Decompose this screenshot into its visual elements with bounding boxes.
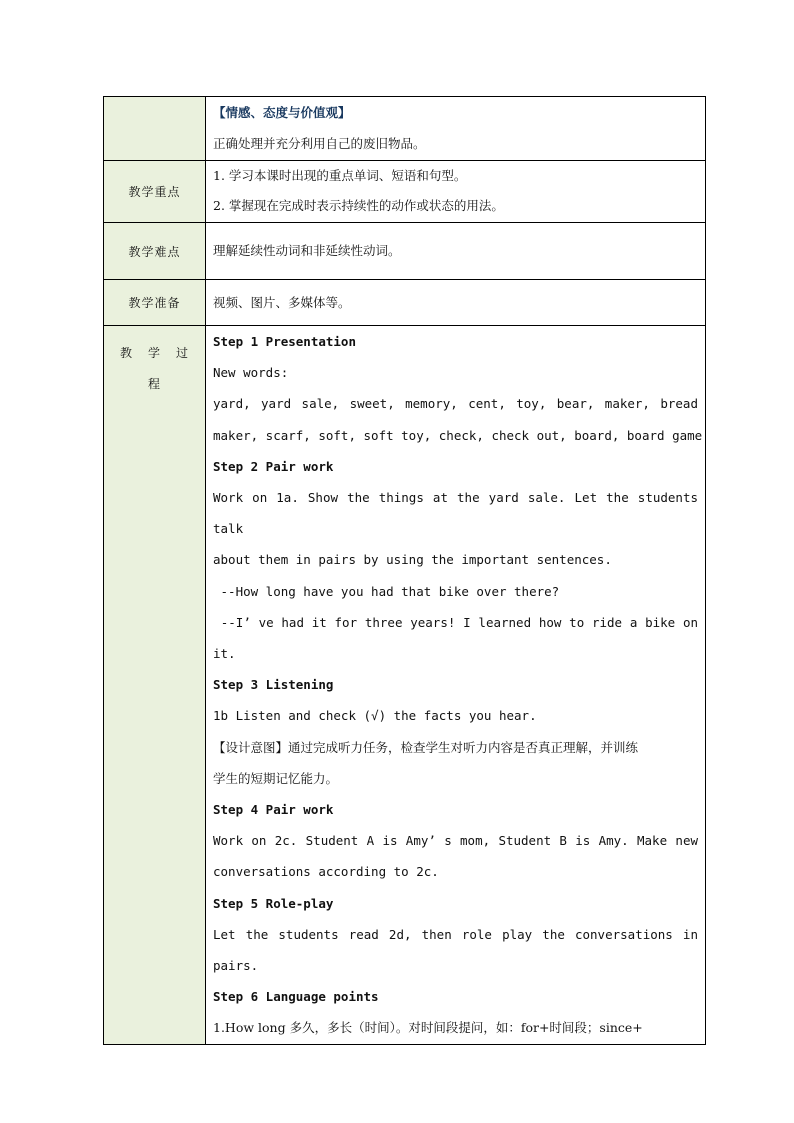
row-process — [104, 326, 706, 1045]
affect-text: 正确处理并充分利用自己的废旧物品。 — [213, 136, 426, 151]
label-difficulties: 教学难点 — [104, 223, 206, 280]
label-process — [104, 326, 206, 1045]
design-intent-2: 学生的短期记忆能力。 — [213, 770, 339, 786]
step5-text-1: Let the students read 2d, then role play the conversations in — [213, 926, 698, 942]
difficulties-text: 理解延续性动词和非延续性动词。 — [213, 243, 401, 259]
step3-title: Step 3 Listening — [213, 677, 334, 693]
step2-text-1: Work on 1a. Show the things at the yard sale. Let the students talk — [213, 490, 698, 537]
row-key-points — [104, 161, 706, 223]
content-affect — [206, 97, 706, 161]
step4-title: Step 4 Pair work — [213, 802, 334, 818]
dialog-answer-1: --I’ ve had it for three years! I learned how to ride a bike on — [213, 614, 698, 630]
step2-text-2: about them in pairs by using the important sentences. — [213, 552, 612, 568]
content-preparation — [206, 280, 706, 326]
process-label-char: 教 — [120, 346, 134, 360]
label-affect — [104, 97, 206, 161]
process-label-line2: 程 — [147, 377, 161, 391]
content-key-points — [206, 161, 706, 223]
preparation-text: 视频、图片、多媒体等。 — [213, 294, 351, 310]
key-point-2: 2. 掌握现在完成时表示持续性的动作或状态的用法。 — [213, 198, 504, 213]
process-label-char: 学 — [147, 346, 161, 360]
row-affect — [104, 97, 706, 161]
row-difficulties — [104, 223, 706, 280]
step5-text-2: pairs. — [213, 958, 259, 974]
words-line-2: maker, scarf, soft, soft toy, check, check out, board, board game — [213, 427, 703, 443]
step3-text: 1b Listen and check (√) the facts you hear. — [213, 708, 537, 724]
key-point-1: 1. 学习本课时出现的重点单词、短语和句型。 — [213, 168, 467, 183]
step5-title: Step 5 Role-play — [213, 895, 334, 911]
language-point-1: 1.How long 多久，多长（时间）。对时间段提问，如：for+时间段；since+ — [213, 1020, 643, 1036]
dialog-question: --How long have you had that bike over there? — [213, 583, 560, 599]
lesson-plan-table — [103, 96, 706, 1045]
label-key-points: 教学重点 — [104, 161, 206, 223]
row-preparation — [104, 280, 706, 326]
new-words-label: New words: — [213, 365, 289, 381]
step2-title: Step 2 Pair work — [213, 458, 334, 474]
step1-title: Step 1 Presentation — [213, 334, 356, 349]
dialog-answer-2: it. — [213, 646, 236, 662]
words-line-1: yard, yard sale, sweet, memory, cent, toy, bear, maker, bread — [213, 396, 698, 412]
step4-text-2: conversations according to 2c. — [213, 864, 439, 880]
step4-text-1: Work on 2c. Student A is Amy’ s mom, Student B is Amy. Make new — [213, 833, 698, 849]
content-difficulties — [206, 223, 706, 280]
process-label-line1 — [104, 338, 205, 369]
label-preparation: 教学准备 — [104, 280, 206, 326]
process-label-char: 过 — [175, 346, 189, 360]
step6-title: Step 6 Language points — [213, 989, 379, 1005]
affect-heading: 【情感、态度与价值观】 — [213, 105, 351, 120]
design-intent-1: 【设计意图】通过完成听力任务，检查学生对听力内容是否真正理解，并训练 — [213, 739, 639, 755]
content-process — [206, 326, 706, 1045]
